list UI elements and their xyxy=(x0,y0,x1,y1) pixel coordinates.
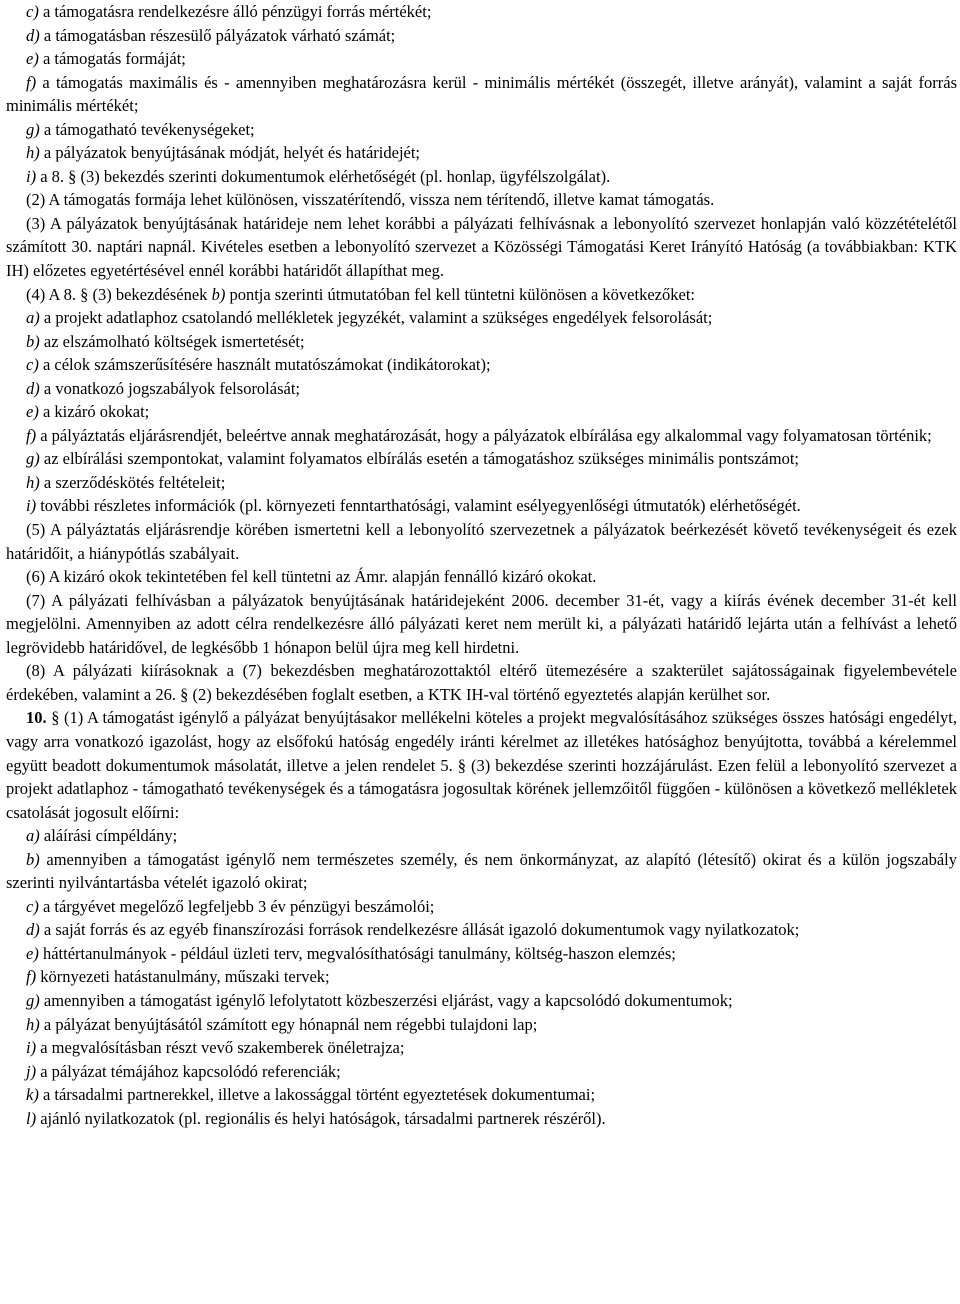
text-run: aláírási címpéldány; xyxy=(39,826,178,846)
list-marker: g) xyxy=(26,119,40,139)
text-run: (2) A támogatás formája lehet különösen, visszatérítendő, vissza nem térítendő, illetve kamat támogatás. xyxy=(26,190,715,210)
list-marker: e) xyxy=(26,402,39,422)
list-marker: d) xyxy=(26,378,40,398)
document-paragraph xyxy=(6,165,957,189)
document-paragraph xyxy=(6,565,957,589)
text-run: a támogatható tevékenységeket; xyxy=(39,119,255,139)
text-run: a pályázat benyújtásától számított egy hónapnál nem régebbi tulajdoni lap; xyxy=(39,1014,538,1034)
document-paragraph xyxy=(6,377,957,401)
list-marker: a) xyxy=(26,826,40,846)
text-run: amennyiben a támogatást igénylő lefolytatott közbeszerzési eljárást, vagy a kapcsolódó dokumentumok; xyxy=(39,990,733,1010)
text-run: környezeti hatástanulmány, műszaki tervek; xyxy=(36,967,330,987)
document-paragraph xyxy=(6,283,957,307)
document-paragraph xyxy=(6,330,957,354)
document-paragraph xyxy=(6,188,957,212)
document-paragraph xyxy=(6,1060,957,1084)
document-paragraph xyxy=(6,353,957,377)
list-marker: d) xyxy=(26,920,40,940)
list-marker: b) xyxy=(26,849,40,869)
document-paragraph xyxy=(6,1107,957,1131)
text-run: ajánló nyilatkozatok (pl. regionális és helyi hatóságok, társadalmi partnerek részéről). xyxy=(36,1108,606,1128)
document-paragraph xyxy=(6,447,957,471)
document-paragraph xyxy=(6,1083,957,1107)
text-run: a megvalósításban részt vevő szakemberek önéletrajza; xyxy=(36,1038,405,1058)
document-paragraph xyxy=(6,659,957,706)
list-marker: g) xyxy=(26,449,40,469)
document-paragraph xyxy=(6,706,957,824)
text-run: az elbírálási szempontokat, valamint folyamatos elbírálás esetén a támogatáshoz szükséges minimális pontszámot; xyxy=(39,449,799,469)
text-run: háttértanulmányok - például üzleti terv, megvalósíthatósági tanulmány, költség-haszon elemzés; xyxy=(38,943,676,963)
text-run: a támogatásra rendelkezésre álló pénzügyi forrás mértékét; xyxy=(38,2,432,21)
text-run: (3) A pályázatok benyújtásának határideje nem lehet korábbi a pályázati felhívásnak a lebonyolító szervezet honlapján való közzétételétől számított 30. naptári napnál. Kivételes esetben a lebonyolító szervezet a Közösségi Támogatási Keret Irányító Hatóság (a továbbiakban: KTK IH) előzetes egyetértésével ennél korábbi határidőt állapíthat meg. xyxy=(6,213,957,281)
list-marker: a) xyxy=(26,308,40,328)
document-paragraph xyxy=(6,24,957,48)
text-run: a támogatás maximális és - amennyiben meghatározásra kerül - minimális mértékét (összegét, illetve arányát), valamint a saját forrás minimális mértékét; xyxy=(6,72,957,116)
document-paragraph xyxy=(6,518,957,565)
text-run: a társadalmi partnerekkel, illetve a lakossággal történt egyeztetések dokumentumai; xyxy=(38,1085,596,1105)
list-marker: c) xyxy=(26,355,39,375)
list-marker: l) xyxy=(26,1108,37,1128)
text-run: (5) A pályáztatás eljárásrendje körében ismertetni kell a lebonyolító szervezetnek a pályázatok beérkezését követő tevékenységeit és ezek határidőit, a hiánypótlás szabályait. xyxy=(6,520,957,563)
text-run: a pályázat témájához kapcsolódó referenciák; xyxy=(36,1061,341,1081)
document-paragraph xyxy=(6,400,957,424)
list-marker: h) xyxy=(26,143,40,163)
document-paragraph xyxy=(6,141,957,165)
list-marker: g) xyxy=(26,990,40,1010)
list-marker: c) xyxy=(26,2,39,21)
text-run: (6) A kizáró okok tekintetében fel kell tüntetni az Ámr. alapján fennálló kizáró okokat. xyxy=(26,567,597,587)
document-paragraph xyxy=(6,0,957,24)
document-paragraph xyxy=(6,848,957,895)
list-marker: c) xyxy=(26,896,39,916)
section-number: 10. xyxy=(26,708,47,728)
text-run: a projekt adatlaphoz csatolandó mellékletek jegyzékét, valamint a szükséges engedélyek felsorolását; xyxy=(39,308,713,328)
document-paragraph xyxy=(6,47,957,71)
list-marker: d) xyxy=(26,25,40,45)
document-paragraph xyxy=(6,494,957,518)
document-paragraph xyxy=(6,424,957,448)
text-run: a tárgyévet megelőző legfeljebb 3 év pénzügyi beszámolói; xyxy=(38,896,435,916)
document-paragraph xyxy=(6,589,957,660)
text-run: a szerződéskötés feltételeit; xyxy=(39,472,226,492)
document-paragraph xyxy=(6,895,957,919)
text-run: az elszámolható költségek ismertetését; xyxy=(39,331,305,351)
document-paragraph xyxy=(6,71,957,118)
document-paragraph xyxy=(6,306,957,330)
text-run: § (1) A támogatást igénylő a pályázat benyújtásakor mellékelni köteles a projekt megvalósításához szükséges összes hatósági engedélyt, vagy arra vonatkozó igazolást, hogy az elsőfokú hatóság engedély iránti kérelmet az illetékes hatósághoz benyújtotta, továbbá a kérelemmel együtt beadott dokumentumok másolatát, illetve a jelen rendelet 5. § (3) bekezdése szerinti hozzájárulást. Ezen felül a lebonyolító szervezet a projekt adatlaphoz - támogatható tevékenységek és a támogatásra jogosultak körének jellemzőitől függően - különösen a következő mellékletek csatolását jogosult előírni: xyxy=(6,708,957,822)
text-run: pontja szerinti útmutatóban fel kell tüntetni különösen a következőket: xyxy=(225,284,695,304)
list-marker: k) xyxy=(26,1085,39,1105)
text-run: a célok számszerűsítésére használt mutatószámokat (indikátorokat); xyxy=(38,355,491,375)
document-paragraph xyxy=(6,118,957,142)
document-paragraph xyxy=(6,918,957,942)
list-marker: i) xyxy=(26,496,37,516)
list-marker: f) xyxy=(26,967,37,987)
text-run: a vonatkozó jogszabályok felsorolását; xyxy=(39,378,301,398)
document-paragraph xyxy=(6,942,957,966)
list-marker: e) xyxy=(26,943,39,963)
document-paragraph xyxy=(6,989,957,1013)
text-run: a támogatás formáját; xyxy=(38,49,186,69)
list-marker: e) xyxy=(26,49,39,69)
list-marker: b) xyxy=(211,284,226,304)
list-marker: b) xyxy=(26,331,40,351)
document-paragraph xyxy=(6,1036,957,1060)
text-run: a kizáró okokat; xyxy=(38,402,150,422)
document-paragraph xyxy=(6,824,957,848)
text-run: a pályázatok benyújtásának módját, helyét és határidejét; xyxy=(39,143,421,163)
list-marker: h) xyxy=(26,472,40,492)
text-run: amennyiben a támogatást igénylő nem természetes személy, és nem önkormányzat, az alapító (létesítő) okirat és a külön jogszabály szerinti nyilvántartásba vételét igazoló okirat; xyxy=(6,849,957,893)
text-run: (7) A pályázati felhívásban a pályázatok benyújtásának határidejeként 2006. december 31-ét, vagy a kiírás évének december 31-ét kell megjelölni. Amennyiben az adott célra rendelkezésre álló pályázati keret nem merült ki, a pályázati határidő lejárta után a felhívást a lehető legrövidebb határidővel, de legkésőbb 1 hónapon belül újra meg kell hirdetni. xyxy=(6,590,957,657)
document-paragraph xyxy=(6,212,957,283)
list-marker: i) xyxy=(26,166,37,186)
text-run: (4) A 8. § (3) bekezdésének xyxy=(26,284,212,304)
list-marker: i) xyxy=(26,1038,37,1058)
text-run: a pályáztatás eljárásrendjét, beleértve annak meghatározását, hogy a pályázatok elbírálása egy alkalommal vagy folyamatosan történik; xyxy=(36,425,932,445)
text-run: a támogatásban részesülő pályázatok várható számát; xyxy=(39,25,396,45)
list-marker: h) xyxy=(26,1014,40,1034)
document-paragraph xyxy=(6,965,957,989)
list-marker: f) xyxy=(26,425,37,445)
list-marker: f) xyxy=(26,72,37,92)
text-run: a 8. § (3) bekezdés szerinti dokumentumok elérhetőségét (pl. honlap, ügyfélszolgálat). xyxy=(36,166,611,186)
document-paragraph xyxy=(6,1013,957,1037)
list-marker: j) xyxy=(26,1061,37,1081)
text-run: a saját forrás és az egyéb finanszírozási források rendelkezésre állását igazoló dokumentumok vagy nyilatkozatok; xyxy=(39,920,800,940)
text-run: további részletes információk (pl. környezeti fenntarthatósági, valamint esélyegyenlőségi útmutatók) elérhetőségét. xyxy=(36,496,801,516)
text-run: (8) A pályázati kiírásoknak a (7) bekezdésben meghatározottaktól eltérő ütemezésére a szakterület sajátosságainak figyelembevétele érdekében, valamint a 26. § (2) bekezdésében foglalt esetben, a KTK IH-val történő egyeztetés alapján kerülhet sor. xyxy=(6,661,957,704)
document-paragraph xyxy=(6,471,957,495)
